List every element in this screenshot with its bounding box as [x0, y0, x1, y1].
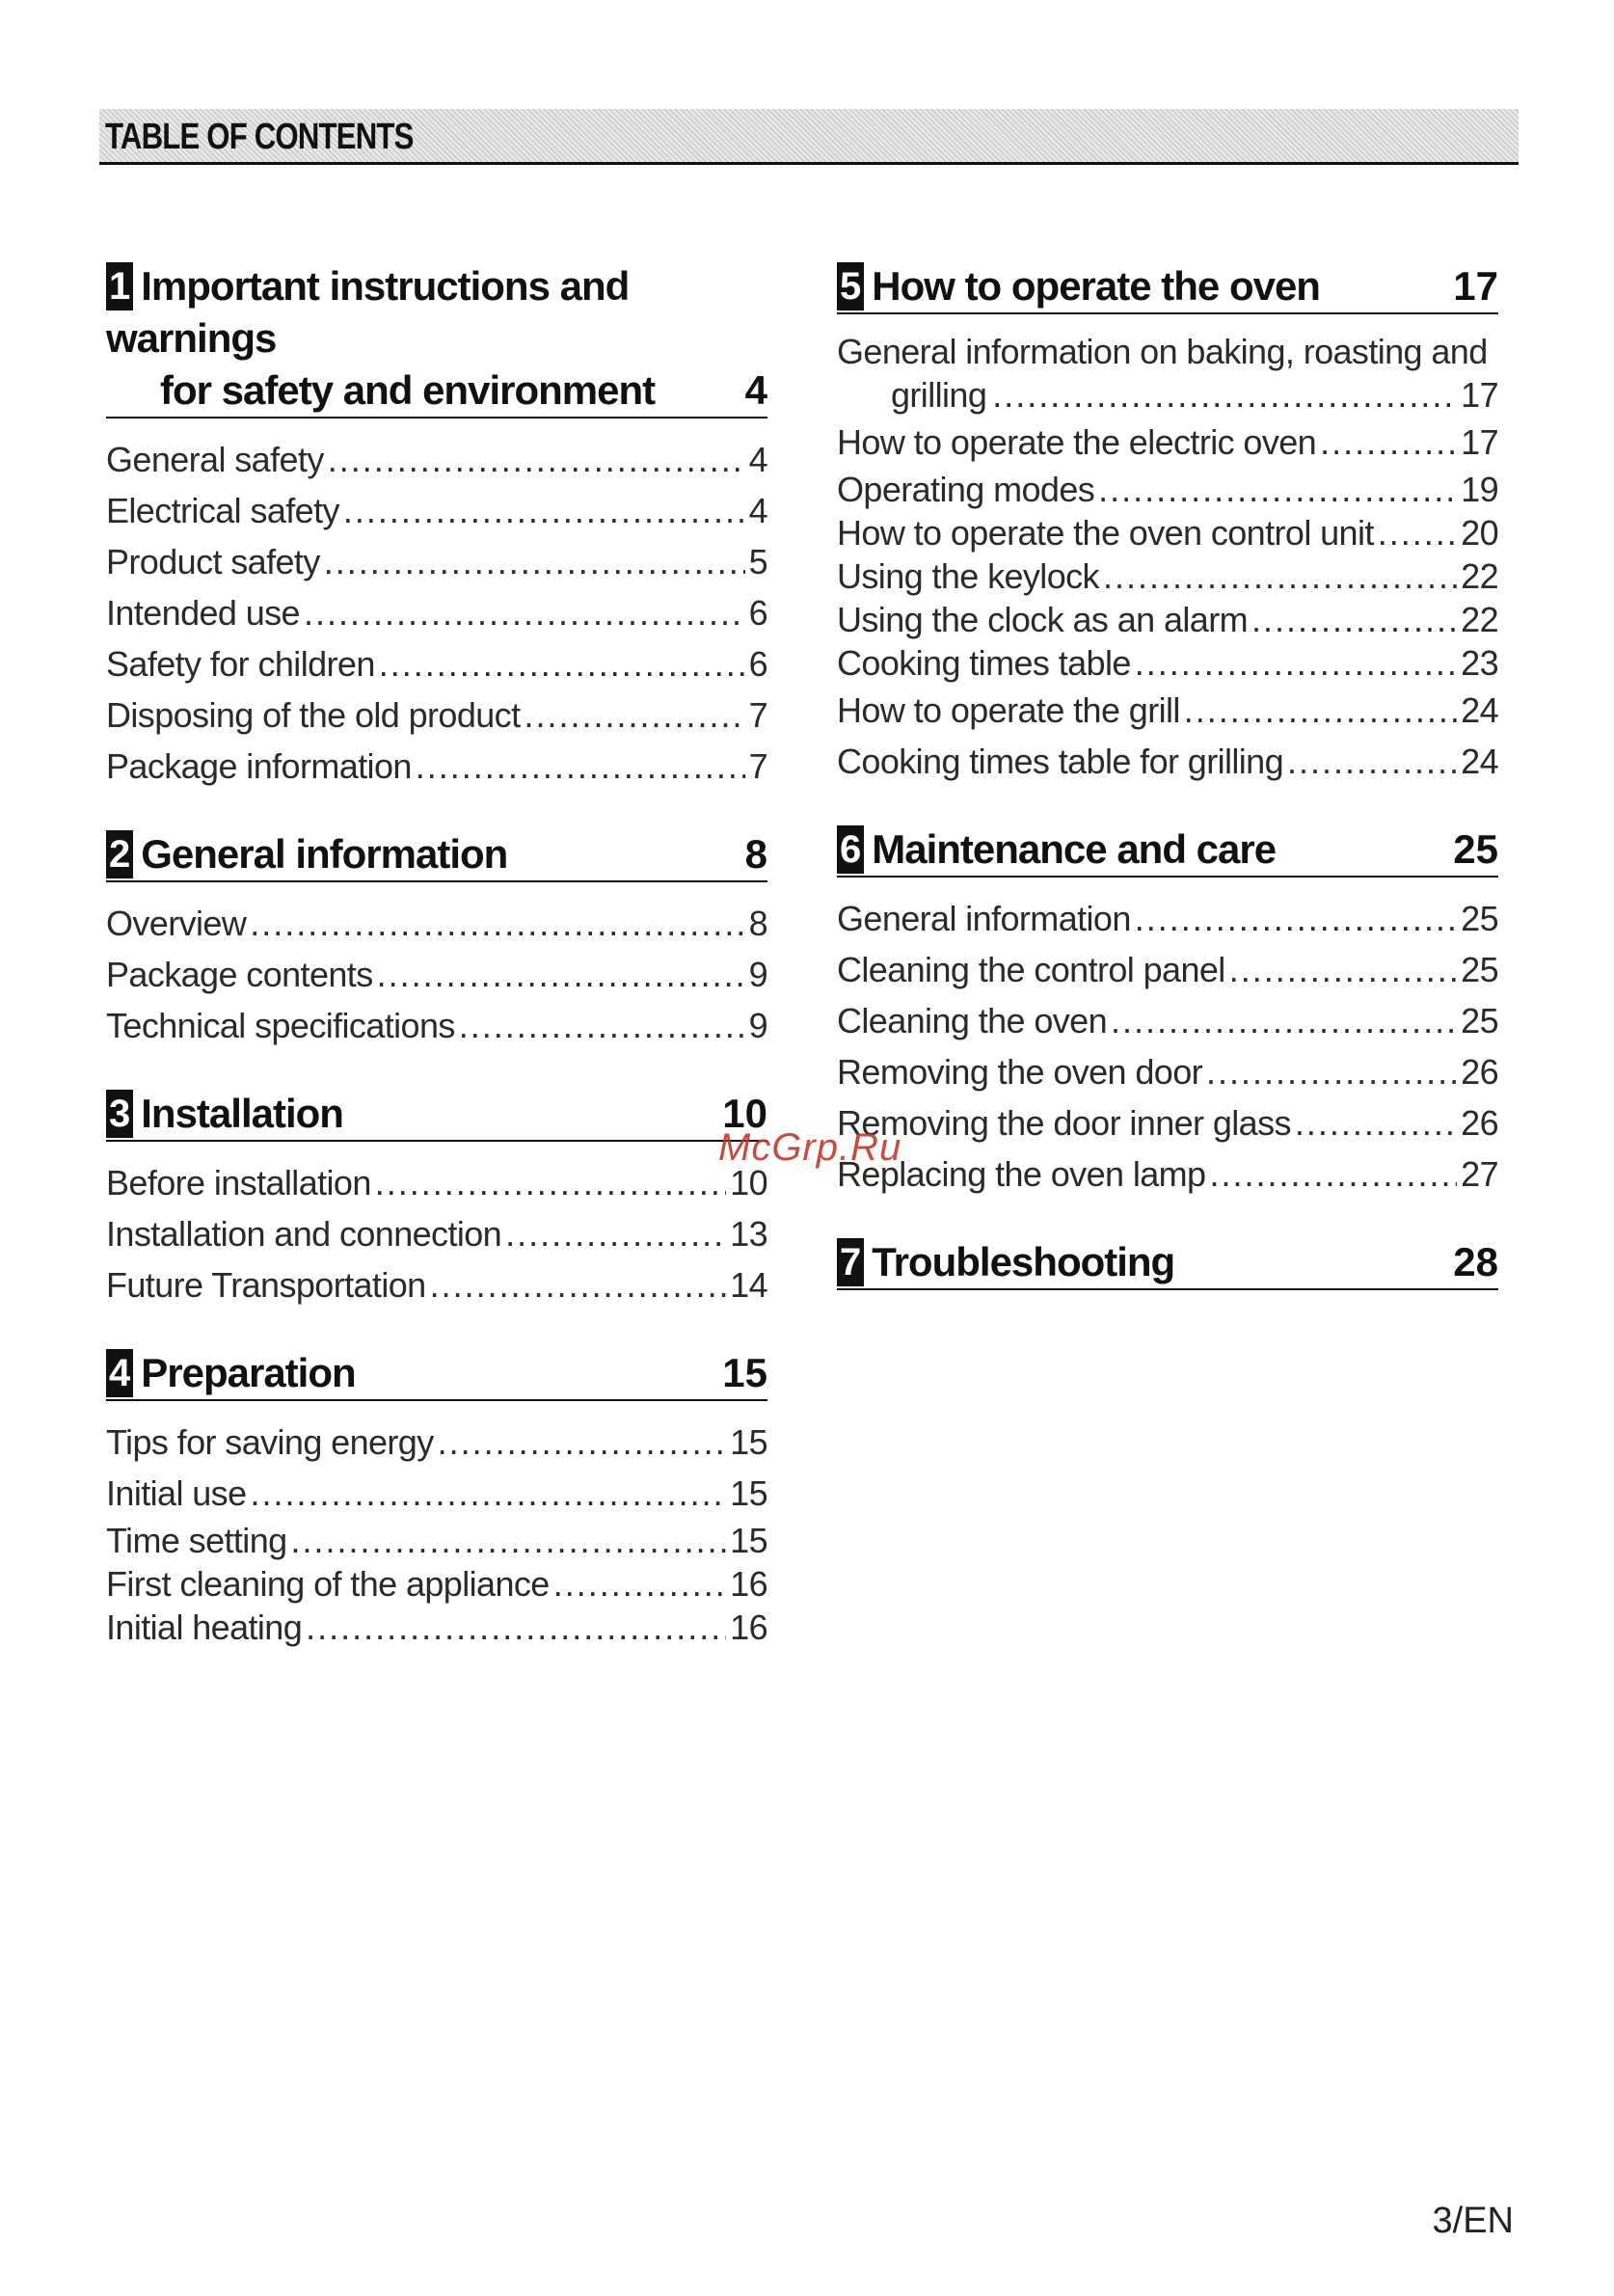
leader-dots: [1295, 1097, 1457, 1148]
section-page: 25: [1453, 826, 1498, 872]
leader-dots: [1135, 893, 1457, 944]
toc-section-5: [837, 260, 1498, 787]
section-number: 2: [106, 830, 133, 878]
toc-section-7: [837, 1236, 1498, 1290]
entry-page: 6: [748, 593, 767, 633]
entry-label: Installation and connection: [106, 1214, 502, 1254]
section-title-line2: for safety and environment: [160, 367, 656, 413]
entry-page: 26: [1461, 1052, 1498, 1092]
section-title: Installation: [141, 1091, 343, 1136]
entry-page: 5: [748, 542, 767, 581]
entry-page: 15: [730, 1521, 767, 1560]
leader-dots: [1378, 511, 1457, 554]
entry-label: First cleaning of the appliance: [106, 1564, 550, 1604]
toc-entry[interactable]: [106, 1606, 767, 1649]
entry-page: 16: [730, 1607, 767, 1647]
leader-dots: [1135, 641, 1457, 685]
entry-page: 24: [1461, 742, 1498, 781]
section-title: Maintenance and care: [872, 826, 1277, 872]
toc-entry[interactable]: [106, 1468, 767, 1519]
entry-label-line2: grilling: [891, 375, 987, 415]
section-number: 3: [106, 1090, 133, 1138]
entry-page: 16: [730, 1564, 767, 1604]
entry-label: Using the clock as an alarm: [837, 600, 1248, 639]
toc-entry[interactable]: [837, 554, 1498, 598]
entry-page: 19: [1461, 470, 1498, 509]
toc-entry[interactable]: [106, 741, 767, 792]
section-number: 1: [106, 262, 133, 311]
leader-dots: [524, 689, 744, 741]
toc-entry[interactable]: [837, 468, 1498, 511]
entry-label: Technical specifications: [106, 1006, 455, 1045]
leader-dots: [1209, 1148, 1457, 1200]
entry-page: 22: [1461, 556, 1498, 596]
entry-page: 25: [1461, 1001, 1498, 1040]
entry-page: 24: [1461, 690, 1498, 730]
entry-label: Replacing the oven lamp: [837, 1154, 1206, 1194]
entry-label: Cooking times table: [837, 643, 1131, 683]
leader-dots: [992, 373, 1455, 417]
section-heading[interactable]: [106, 1088, 767, 1142]
leader-dots: [377, 949, 745, 1000]
leader-dots: [1098, 468, 1457, 511]
section-page: 8: [744, 831, 767, 877]
toc-entry[interactable]: [106, 1519, 767, 1562]
toc-entry[interactable]: [106, 1000, 767, 1051]
entry-page: 15: [730, 1422, 767, 1462]
leader-dots: [553, 1562, 726, 1606]
entry-label: How to operate the electric oven: [837, 422, 1317, 462]
entry-page: 4: [748, 491, 767, 530]
leader-dots: [1229, 944, 1457, 995]
leader-dots: [416, 741, 745, 792]
toc-entry[interactable]: [837, 893, 1498, 944]
entry-label: How to operate the oven control unit: [837, 513, 1374, 553]
toc-entry[interactable]: [106, 1157, 767, 1208]
leader-dots: [304, 587, 745, 638]
entry-label: How to operate the grill: [837, 690, 1180, 730]
entry-page: 25: [1461, 899, 1498, 938]
toc-entry[interactable]: [837, 330, 1498, 417]
toc-entry[interactable]: [837, 641, 1498, 685]
entry-label: Intended use: [106, 593, 300, 633]
section-title: General information: [141, 831, 508, 877]
leader-dots: [438, 1417, 727, 1468]
entry-page: 17: [1461, 375, 1498, 415]
toc-entry[interactable]: [106, 689, 767, 741]
leader-dots: [1111, 995, 1457, 1046]
leader-dots: [430, 1259, 727, 1310]
toc-section-2: [106, 828, 767, 1051]
entry-page: 17: [1461, 422, 1498, 462]
entry-page: 4: [748, 440, 767, 479]
leader-dots: [250, 898, 744, 949]
toc-entry[interactable]: [106, 434, 767, 485]
section-number: 7: [837, 1238, 864, 1286]
entry-label: Cooking times table for grilling: [837, 742, 1284, 781]
section-title: Troubleshooting: [872, 1239, 1175, 1284]
toc-entry[interactable]: [106, 638, 767, 689]
entry-label: Future Transportation: [106, 1265, 426, 1305]
toc-entry[interactable]: [837, 944, 1498, 995]
leader-dots: [1103, 554, 1457, 598]
toc-entry[interactable]: [106, 1208, 767, 1259]
entry-label: General safety: [106, 440, 324, 479]
section-heading[interactable]: [106, 1347, 767, 1401]
leader-dots: [1287, 736, 1457, 787]
toc-entry[interactable]: [106, 1417, 767, 1468]
entry-label: Cleaning the control panel: [837, 950, 1225, 989]
toc-entry[interactable]: [106, 1562, 767, 1606]
entry-page: 7: [748, 695, 767, 735]
entry-page: 20: [1461, 513, 1498, 553]
toc-entry[interactable]: [837, 1148, 1498, 1200]
leader-dots: [343, 485, 745, 536]
toc-entry[interactable]: [837, 511, 1498, 554]
section-number: 5: [837, 262, 864, 311]
leader-dots: [251, 1468, 727, 1519]
entry-label-line1: General information on baking, roasting and: [837, 332, 1488, 371]
toc-section-6: [837, 824, 1498, 1200]
toc-entry[interactable]: [106, 485, 767, 536]
leader-dots: [379, 638, 745, 689]
section-title: Preparation: [141, 1350, 356, 1395]
leader-dots: [291, 1519, 727, 1562]
toc-entry[interactable]: [837, 598, 1498, 641]
toc-entry[interactable]: [106, 587, 767, 638]
entry-label: Time setting: [106, 1521, 287, 1560]
entry-label: Initial heating: [106, 1607, 303, 1647]
entry-page: 9: [748, 955, 767, 994]
leader-dots: [306, 1606, 726, 1649]
toc-section-4: [106, 1347, 767, 1649]
entry-page: 26: [1461, 1103, 1498, 1143]
section-title-line1: Important instructions and warnings: [106, 263, 630, 361]
entry-page: 27: [1461, 1154, 1498, 1194]
toc-entry[interactable]: [837, 685, 1498, 736]
section-heading[interactable]: [106, 828, 767, 882]
leader-dots: [1251, 598, 1457, 641]
entry-label: Package information: [106, 746, 412, 786]
entry-label: Operating modes: [837, 470, 1095, 509]
entry-label: Initial use: [106, 1473, 247, 1513]
section-page: 28: [1453, 1239, 1498, 1284]
toc-entry[interactable]: [106, 949, 767, 1000]
section-page: 10: [722, 1091, 767, 1136]
leader-dots: [1320, 417, 1457, 468]
entry-page: 23: [1461, 643, 1498, 683]
leader-dots: [328, 434, 745, 485]
section-heading[interactable]: [106, 260, 767, 419]
entry-page: 8: [748, 904, 767, 943]
toc-section-1: [106, 260, 767, 792]
leader-dots: [324, 536, 745, 587]
watermark-text: McGrp.Ru: [718, 1126, 902, 1169]
entry-page: 15: [730, 1473, 767, 1513]
entry-label: Overview: [106, 904, 247, 943]
entry-label: Package contents: [106, 955, 373, 994]
toc-entry[interactable]: [837, 736, 1498, 787]
toc-entry[interactable]: [837, 1046, 1498, 1097]
entry-page: 25: [1461, 950, 1498, 989]
entry-label: Using the keylock: [837, 556, 1099, 596]
toc-entry[interactable]: [837, 417, 1498, 468]
leader-dots: [375, 1157, 726, 1208]
entry-page: 14: [730, 1265, 767, 1305]
toc-entry[interactable]: [106, 1259, 767, 1310]
leader-dots: [505, 1208, 726, 1259]
section-heading[interactable]: [837, 824, 1498, 878]
entry-page: 22: [1461, 600, 1498, 639]
leader-dots: [459, 1000, 745, 1051]
entry-label: Removing the oven door: [837, 1052, 1203, 1092]
toc-right-column: [837, 260, 1498, 1306]
entry-page: 7: [748, 746, 767, 786]
entry-label: Disposing of the old product: [106, 695, 521, 735]
section-page: 15: [722, 1350, 767, 1395]
section-title: How to operate the oven: [872, 263, 1320, 309]
entry-label: Safety for children: [106, 644, 375, 684]
leader-dots: [1206, 1046, 1457, 1097]
section-page: 4: [744, 367, 767, 413]
entry-label: Product safety: [106, 542, 320, 581]
entry-label: Cleaning the oven: [837, 1001, 1108, 1040]
section-page: 17: [1453, 263, 1498, 309]
section-heading[interactable]: [837, 1236, 1498, 1290]
header-bar: [99, 109, 1519, 165]
footer-page-number: 3/EN: [1432, 2201, 1514, 2241]
toc-section-3: [106, 1088, 767, 1310]
entry-label: Electrical safety: [106, 491, 339, 530]
entry-label: General information: [837, 899, 1131, 938]
entry-label: Removing the door inner glass: [837, 1103, 1291, 1143]
section-heading[interactable]: [837, 260, 1498, 314]
toc-entry[interactable]: [106, 898, 767, 949]
leader-dots: [1184, 685, 1457, 736]
toc-entry[interactable]: [106, 536, 767, 587]
entry-page: 9: [748, 1006, 767, 1045]
entry-page: 10: [730, 1163, 767, 1202]
toc-left-column: [106, 260, 767, 1649]
entry-page: 6: [748, 644, 767, 684]
entry-page: 13: [730, 1214, 767, 1254]
entry-label: Before installation: [106, 1163, 371, 1202]
entry-label: Tips for saving energy: [106, 1422, 434, 1462]
section-number: 6: [837, 825, 864, 874]
section-number: 4: [106, 1349, 133, 1397]
toc-entry[interactable]: [837, 995, 1498, 1046]
toc-entry[interactable]: [837, 1097, 1498, 1148]
page-title: TABLE OF CONTENTS: [105, 117, 414, 157]
